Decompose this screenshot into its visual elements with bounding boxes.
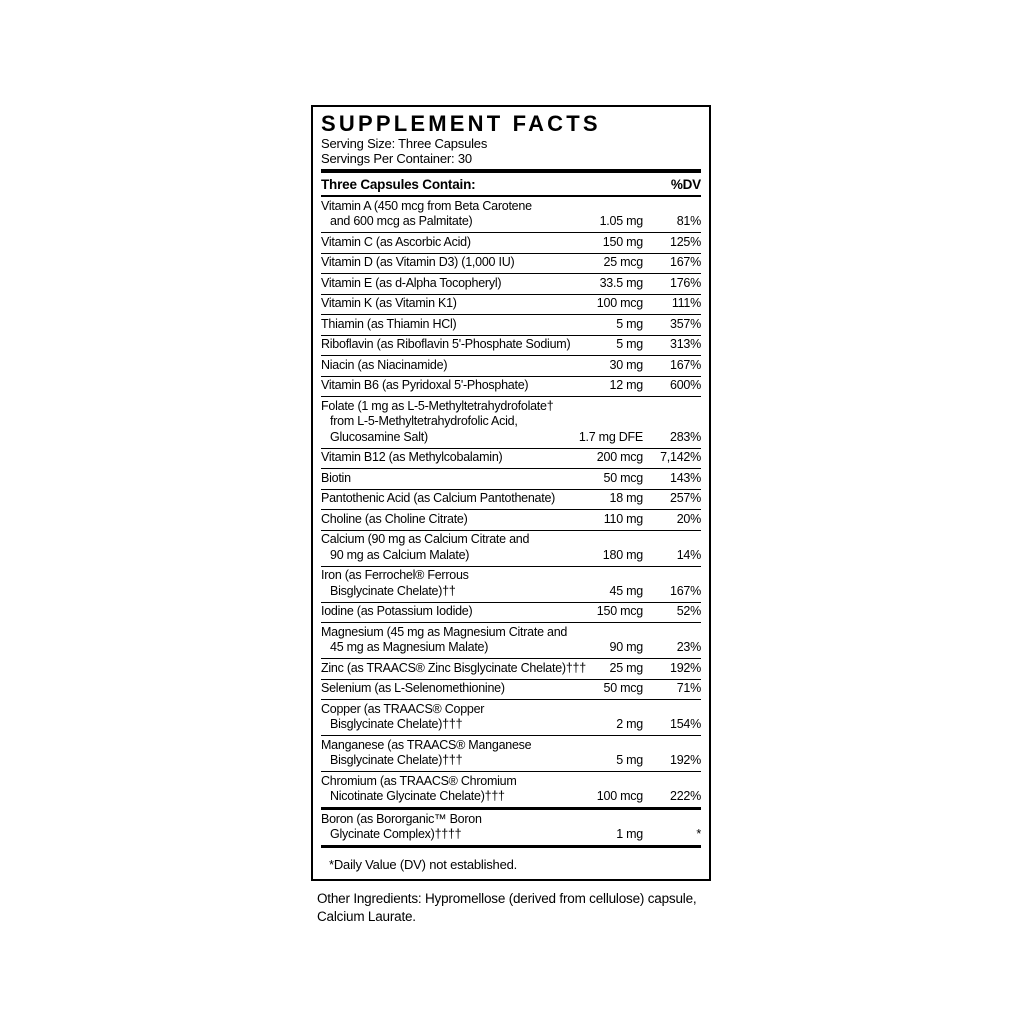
- nutrient-name: [321, 296, 701, 312]
- nutrient-dv: 176%: [670, 275, 701, 290]
- serving-size: Serving Size: Three Capsules: [321, 136, 488, 151]
- nutrient-name: [321, 399, 701, 446]
- table-header-row: [321, 173, 701, 197]
- nutrient-name: [321, 378, 701, 394]
- nutrient-name: [321, 199, 701, 230]
- table-row: [321, 356, 701, 377]
- nutrient-name: [321, 337, 701, 353]
- nutrient-amount: 100 mcg: [596, 296, 643, 310]
- nutrient-dv: 283%: [670, 429, 701, 444]
- nutrient-dv: 23%: [676, 640, 701, 654]
- table-row: [321, 274, 701, 295]
- nutrient-name-line: Iron (as Ferrochel® Ferrous: [321, 568, 469, 582]
- nutrient-name-line: Riboflavin (as Riboflavin 5'-Phosphate Sodium): [321, 337, 571, 351]
- nutrient-name-line: Vitamin D (as Vitamin D3) (1,000 IU): [321, 255, 515, 269]
- nutrient-name-line: Vitamin A (450 mcg from Beta Carotene: [321, 198, 532, 213]
- nutrient-amount: 45 mg: [609, 583, 643, 598]
- nutrient-amount: 110 mg: [603, 511, 643, 526]
- supplement-facts-panel: [311, 105, 711, 881]
- nutrient-amount: 5 mg: [616, 316, 643, 331]
- table-row: [321, 659, 701, 680]
- nutrient-amount: 2 mg: [616, 717, 643, 731]
- nutrient-amount: 5 mg: [616, 337, 643, 351]
- nutrient-name-line: Zinc (as TRAACS® Zinc Bisglycinate Chelate)†††: [321, 660, 586, 675]
- table-row: [321, 567, 701, 603]
- nutrient-dv: 167%: [670, 357, 701, 372]
- table-row: [321, 315, 701, 336]
- nutrient-rows: [321, 197, 701, 848]
- nutrient-amount: 1.7 mg DFE: [578, 429, 643, 444]
- nutrient-amount: 200 mcg: [596, 450, 643, 464]
- nutrient-name-line: Vitamin B6 (as Pyridoxal 5'-Phosphate): [321, 378, 529, 392]
- table-row: [321, 603, 701, 624]
- nutrient-dv: *: [696, 827, 701, 841]
- nutrient-name: [321, 235, 701, 251]
- nutrient-dv: 154%: [670, 717, 701, 731]
- table-row: [321, 233, 701, 254]
- table-row: [321, 469, 701, 490]
- nutrient-name-line: Vitamin C (as Ascorbic Acid): [321, 234, 471, 249]
- nutrient-name-line: Nicotinate Glycinate Chelate)†††: [330, 789, 505, 803]
- nutrient-dv: 81%: [676, 214, 701, 228]
- nutrient-name-line: Niacin (as Niacinamide): [321, 357, 448, 372]
- nutrient-amount: 50 mcg: [603, 681, 643, 695]
- nutrient-name-line: Chromium (as TRAACS® Chromium: [321, 773, 517, 788]
- nutrient-name: [321, 812, 701, 843]
- nutrient-dv: 313%: [670, 337, 701, 351]
- nutrient-dv: 222%: [670, 789, 701, 803]
- nutrient-amount: 25 mcg: [603, 255, 643, 269]
- nutrient-name: [321, 317, 701, 333]
- nutrient-amount: 30 mg: [609, 357, 643, 372]
- table-row: [321, 490, 701, 511]
- nutrient-dv: 167%: [670, 255, 701, 269]
- nutrient-name-line: from L-5-Methyltetrahydrofolic Acid,: [330, 414, 518, 428]
- nutrient-name: [321, 255, 701, 271]
- nutrient-name-line: Magnesium (45 mg as Magnesium Citrate and: [321, 624, 568, 639]
- nutrient-name: [321, 568, 701, 599]
- nutrient-name-line: Folate (1 mg as L-5-Methyltetrahydrofolate†: [321, 398, 554, 413]
- nutrient-name: [321, 702, 701, 733]
- nutrient-name-line: Calcium (90 mg as Calcium Citrate and: [321, 532, 530, 546]
- table-row: [321, 700, 701, 736]
- nutrient-name: [321, 471, 701, 487]
- nutrient-name: [321, 681, 701, 697]
- nutrient-amount: 12 mg: [609, 378, 643, 392]
- nutrient-name: [321, 358, 701, 374]
- nutrient-name: [321, 512, 701, 528]
- nutrient-name-line: Thiamin (as Thiamin HCl): [321, 316, 457, 331]
- nutrient-name: [321, 491, 701, 507]
- nutrient-name: [321, 604, 701, 620]
- nutrient-name-line: Manganese (as TRAACS® Manganese: [321, 737, 532, 752]
- nutrient-dv: 111%: [671, 296, 701, 310]
- table-header-contain: Three Capsules Contain:: [321, 177, 476, 192]
- table-row: [321, 623, 701, 659]
- nutrient-dv: 167%: [670, 583, 701, 598]
- nutrient-name: [321, 774, 701, 805]
- nutrient-name-line: and 600 mcg as Palmitate): [330, 214, 473, 228]
- table-row: [321, 377, 701, 398]
- table-row: [321, 531, 701, 567]
- nutrient-name-line: Glucosamine Salt): [330, 429, 428, 444]
- nutrient-dv: 125%: [670, 234, 701, 249]
- nutrient-dv: 143%: [670, 470, 701, 485]
- nutrient-name-line: Glycinate Complex)††††: [330, 827, 462, 841]
- nutrient-name: [321, 661, 701, 677]
- nutrient-dv: 257%: [670, 491, 701, 505]
- nutrient-name-line: Iodine (as Potassium Iodide): [321, 604, 473, 618]
- nutrient-amount: 90 mg: [609, 640, 643, 654]
- table-row: [321, 807, 701, 848]
- table-row: [321, 397, 701, 449]
- nutrient-name-line: Vitamin K (as Vitamin K1): [321, 296, 457, 310]
- other-ingredients: Other Ingredients: Hypromellose (derived from cellulose) capsule, Calcium Laurate.: [317, 891, 697, 924]
- nutrient-name-line: Biotin: [321, 470, 351, 485]
- nutrient-name-line: Bisglycinate Chelate)†††: [330, 717, 463, 731]
- nutrient-name: [321, 532, 701, 563]
- nutrient-dv: 7,142%: [660, 450, 701, 464]
- nutrient-dv: 192%: [670, 753, 701, 767]
- nutrient-amount: 1 mg: [616, 827, 643, 841]
- nutrient-amount: 150 mcg: [596, 604, 643, 618]
- nutrient-name-line: Bisglycinate Chelate)†††: [330, 753, 463, 767]
- nutrient-dv: 52%: [676, 604, 701, 618]
- nutrient-dv: 14%: [676, 547, 701, 562]
- nutrient-amount: 18 mg: [609, 491, 643, 505]
- table-row: [321, 254, 701, 275]
- nutrient-dv: 192%: [670, 660, 701, 675]
- nutrient-dv: 357%: [670, 316, 701, 331]
- nutrient-amount: 33.5 mg: [599, 275, 643, 290]
- nutrient-name-line: Boron (as Bororganic™ Boron: [321, 811, 482, 826]
- table-row: [321, 510, 701, 531]
- nutrient-amount: 25 mg: [609, 660, 643, 675]
- nutrient-amount: 50 mcg: [603, 470, 643, 485]
- nutrient-name-line: 90 mg as Calcium Malate): [330, 547, 470, 562]
- table-row: [321, 772, 701, 807]
- nutrient-amount: 100 mcg: [596, 789, 643, 803]
- nutrient-name-line: Choline (as Choline Citrate): [321, 511, 468, 526]
- nutrient-amount: 180 mg: [602, 547, 643, 562]
- nutrient-amount: 5 mg: [616, 753, 643, 767]
- dv-footnote: *Daily Value (DV) not established.: [329, 857, 518, 872]
- nutrient-name-line: Vitamin B12 (as Methylcobalamin): [321, 450, 503, 464]
- nutrient-name: [321, 450, 701, 466]
- nutrient-name: [321, 625, 701, 656]
- nutrient-name-line: Vitamin E (as d-Alpha Tocopheryl): [321, 275, 502, 290]
- panel-title: SUPPLEMENT FACTS: [321, 111, 601, 136]
- nutrient-name-line: Pantothenic Acid (as Calcium Pantothenate): [321, 491, 556, 505]
- nutrient-dv: 71%: [676, 681, 701, 695]
- nutrient-name: [321, 738, 701, 769]
- nutrient-amount: 1.05 mg: [599, 214, 643, 228]
- servings-per-container: Servings Per Container: 30: [321, 151, 472, 166]
- table-row: [321, 736, 701, 772]
- nutrient-name: [321, 276, 701, 292]
- nutrient-dv: 600%: [670, 378, 701, 392]
- table-header-dv: %DV: [670, 177, 701, 192]
- table-row: [321, 295, 701, 316]
- nutrient-name-line: Selenium (as L-Selenomethionine): [321, 681, 505, 695]
- nutrient-name-line: 45 mg as Magnesium Malate): [330, 640, 489, 654]
- table-row: [321, 680, 701, 701]
- table-row: [321, 449, 701, 470]
- table-row: [321, 197, 701, 233]
- nutrient-name-line: Bisglycinate Chelate)††: [330, 583, 456, 598]
- nutrient-amount: 150 mg: [602, 234, 643, 249]
- table-row: [321, 336, 701, 357]
- nutrient-name-line: Copper (as TRAACS® Copper: [321, 701, 485, 716]
- nutrient-dv: 20%: [676, 511, 701, 526]
